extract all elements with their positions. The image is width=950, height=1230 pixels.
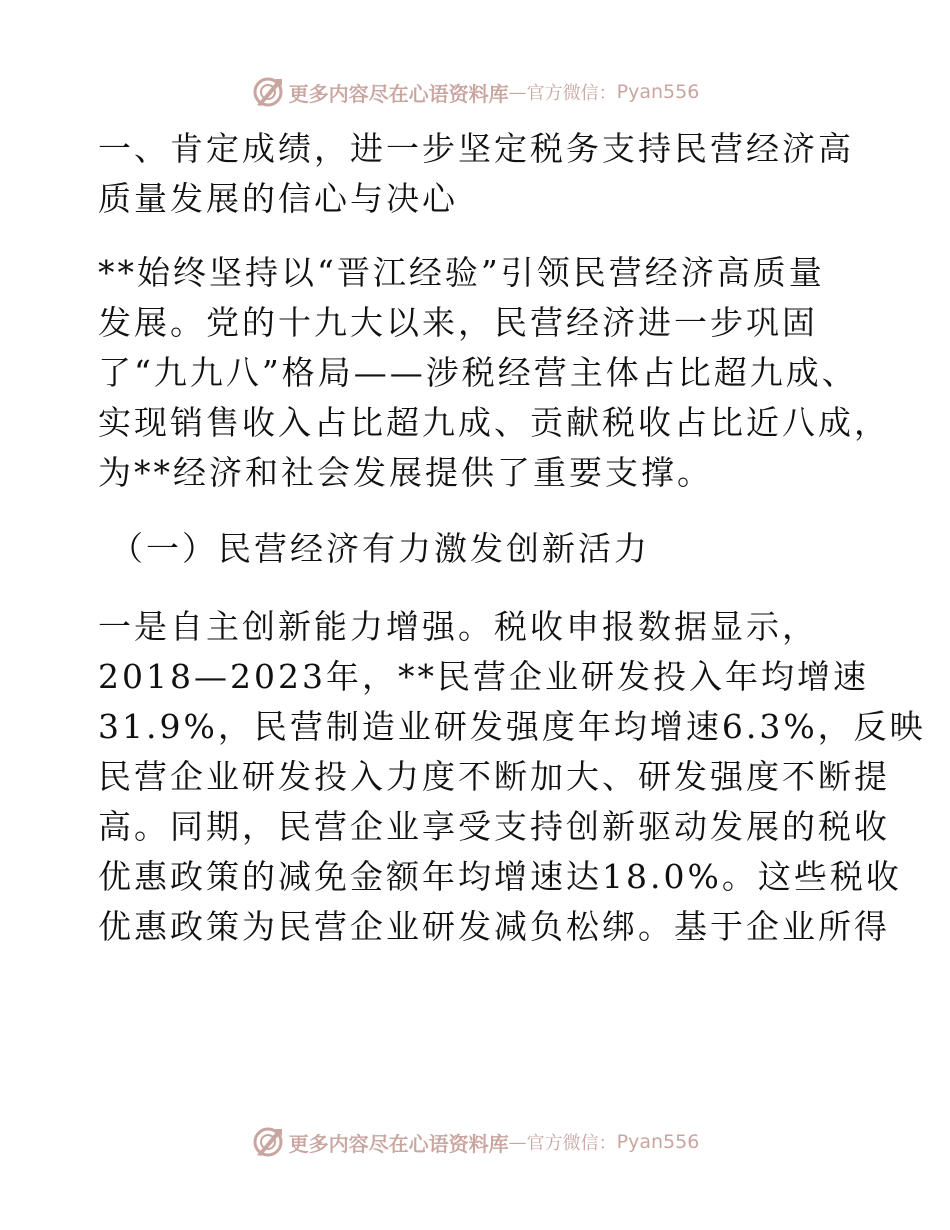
paragraph-line: 高。同期，民营企业享受支持创新驱动发展的税收 (98, 807, 890, 846)
document-body (98, 124, 926, 952)
watermark-dash: — (508, 1131, 527, 1153)
paragraph-line: 一是自主创新能力增强。税收申报数据显示， (98, 607, 818, 646)
paragraph-2 (98, 602, 926, 952)
paragraph-line: 为**经济和社会发展提供了重要支撑。 (98, 453, 713, 492)
watermark-main-text: 更多内容尽在心语资料库 (288, 81, 509, 106)
paragraph-line: **始终坚持以“晋江经验”引领民营经济高质量 (98, 253, 825, 292)
section-heading-2 (98, 524, 868, 574)
paragraph-line: 2018—2023年，**民营企业研发投入年均增速 (98, 657, 869, 696)
watermark-wechat-id: Pyan556 (616, 81, 700, 103)
heading-line: 一、肯定成绩，进一步坚定税务支持民营经济高 (98, 129, 854, 168)
watermark-sub-text: 官方微信： (526, 1133, 617, 1154)
watermark-wechat-id: Pyan556 (616, 1131, 700, 1153)
paragraph-line: 实现销售收入占比超九成、贡献税收占比近八成， (98, 403, 890, 442)
quill-seal-icon (251, 1125, 285, 1159)
watermark-sub-text: 官方微信： (526, 83, 617, 104)
paragraph-line: 民营企业研发投入力度不断加大、研发强度不断提 (98, 757, 890, 796)
paragraph-line: 优惠政策为民营企业研发减负松绑。基于企业所得 (98, 907, 890, 946)
heading-line: 质量发展的信心与决心 (98, 179, 458, 218)
watermark-footer (0, 1122, 950, 1162)
paragraph-line: 优惠政策的减免金额年均增速达18.0%。这些税收 (98, 857, 902, 896)
paragraph-line: 发展。党的十九大以来，民营经济进一步巩固 (98, 303, 818, 342)
heading-line: （一）民营经济有力激发创新活力 (110, 529, 650, 568)
watermark-header (0, 72, 950, 112)
section-heading-1 (98, 124, 868, 224)
watermark-main-text: 更多内容尽在心语资料库 (288, 1131, 509, 1156)
paragraph-line: 31.9%，民营制造业研发强度年均增速6.3%，反映 (98, 707, 926, 746)
paragraph-line: 了“九九八”格局——涉税经营主体占比超九成、 (98, 353, 858, 392)
paragraph-1 (98, 248, 890, 498)
quill-seal-icon (251, 75, 285, 109)
watermark-dash: — (508, 81, 527, 103)
